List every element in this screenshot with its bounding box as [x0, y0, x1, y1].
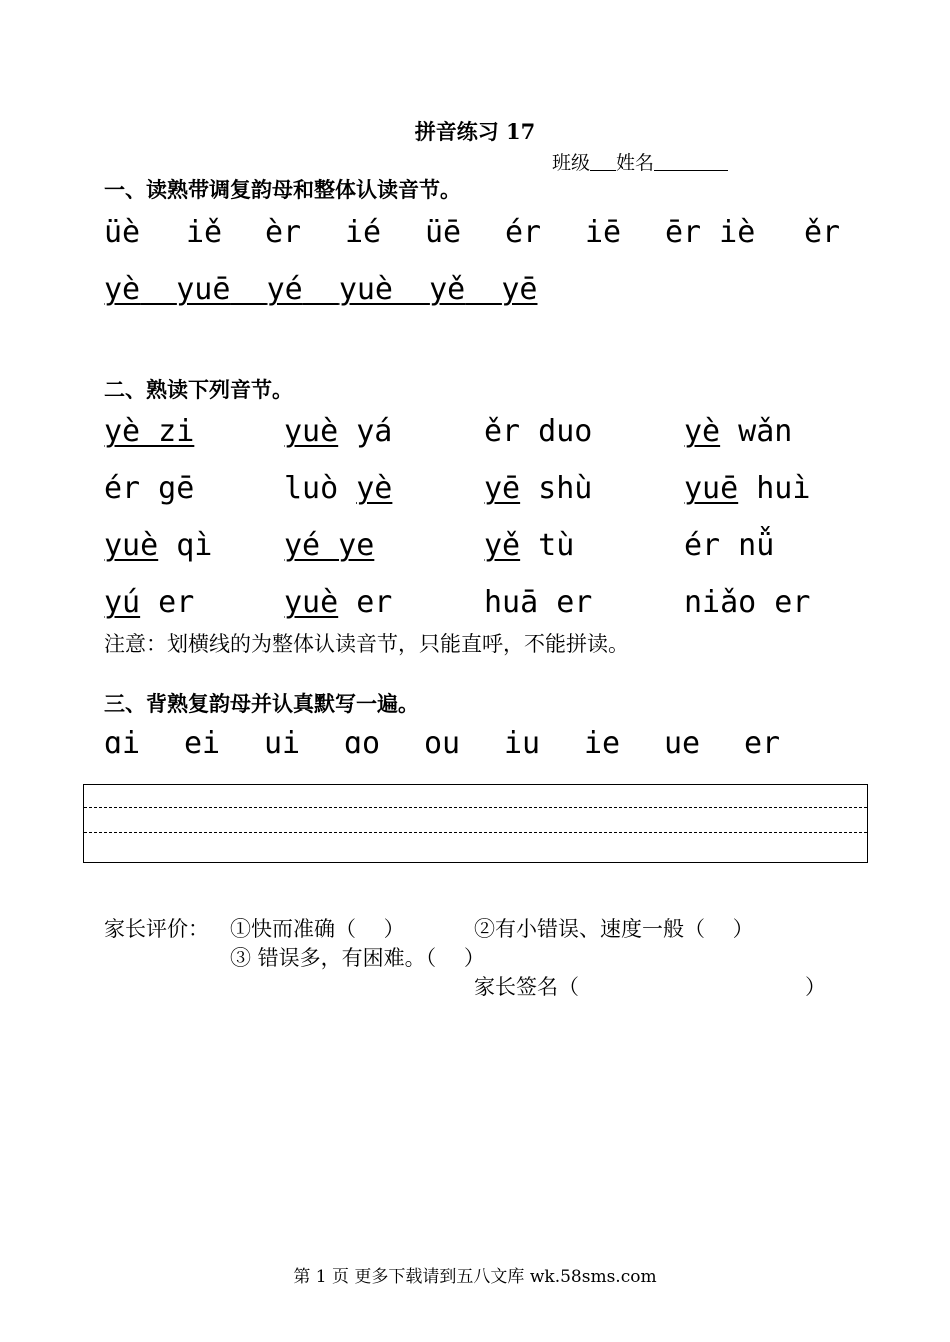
- whole-syllable: yè zi: [104, 414, 195, 449]
- final-item: ɑo: [344, 726, 381, 761]
- dashed-guide-line: [84, 832, 867, 833]
- section1-row1-item: ěr: [804, 215, 841, 250]
- plain-syllable: niǎo er: [684, 585, 811, 620]
- section1-row1-item: iē: [585, 215, 622, 250]
- final-item: ui: [264, 726, 301, 761]
- plain-syllable: qì: [158, 528, 213, 563]
- syllable-cell: [284, 414, 392, 450]
- section1-row1-item: ié: [345, 215, 382, 250]
- section1-row1-item: èr: [265, 215, 302, 250]
- page-footer: 第 1 页 更多下载请到五八文库 wk.58sms.com: [293, 1267, 657, 1287]
- dashed-guide-line: [84, 807, 867, 808]
- whole-syllable: yú: [104, 585, 141, 620]
- whole-syllable: yuè: [284, 585, 339, 620]
- whole-syllable: yè: [356, 471, 393, 506]
- syllable-cell: [684, 471, 810, 507]
- plain-syllable: ér gē: [104, 471, 195, 506]
- syllable-cell: [684, 414, 792, 450]
- plain-syllable: er: [140, 585, 195, 620]
- syllable-cell: [484, 471, 592, 507]
- section1-row1-item: üè: [104, 215, 141, 250]
- whole-syllable: yè: [684, 414, 721, 449]
- parent-signature-close: ）: [805, 975, 826, 999]
- parent-signature-label: 家长签名（: [474, 975, 579, 999]
- parent-eval-option-1: ①快而准确（ ）: [230, 917, 405, 941]
- section3-heading: 三、背熟复韵母并认真默写一遍。: [104, 691, 419, 716]
- plain-syllable: shù: [520, 471, 593, 506]
- section1-row2-item: yè: [104, 272, 141, 307]
- whole-syllable: yuē: [684, 471, 739, 506]
- syllable-cell: [684, 585, 810, 621]
- name-label: 姓名: [616, 152, 655, 174]
- whole-syllable: yuè: [104, 528, 159, 563]
- final-item: iu: [504, 726, 541, 761]
- parent-eval-option-2: ②有小错误、速度一般（ ）: [474, 917, 754, 941]
- whole-syllable: yē: [484, 471, 521, 506]
- section1-row1-item: ēr iè: [665, 215, 756, 250]
- writing-box[interactable]: [83, 784, 868, 863]
- final-item: ou: [424, 726, 461, 761]
- section1-row2-item: yuē: [176, 272, 231, 307]
- final-item: ie: [584, 726, 621, 761]
- section1-row2-line: [104, 272, 538, 308]
- syllable-cell: [104, 414, 194, 450]
- section1-row1-item: üē: [425, 215, 462, 250]
- plain-syllable: luò: [284, 471, 357, 506]
- note-text: 注意：划横线的为整体认读音节，只能直呼，不能拼读。: [104, 632, 629, 656]
- final-item: er: [744, 726, 781, 761]
- syllable-cell: [484, 414, 592, 450]
- syllable-cell: [284, 585, 392, 621]
- section1-row2-item: yě: [429, 272, 466, 307]
- section1-row2-item: yē: [501, 272, 538, 307]
- plain-syllable: wǎn: [720, 414, 793, 449]
- class-blank: [590, 152, 616, 171]
- plain-syllable: huā er: [484, 585, 593, 620]
- plain-syllable: tù: [520, 528, 575, 563]
- plain-syllable: huì: [738, 471, 811, 506]
- syllable-cell: [484, 585, 592, 621]
- syllable-cell: [484, 528, 574, 564]
- syllable-cell: [104, 585, 194, 621]
- whole-syllable: yuè: [284, 414, 339, 449]
- plain-syllable: ěr duo: [484, 414, 593, 449]
- page-title: 拼音练习 17: [414, 119, 536, 144]
- syllable-cell: [684, 528, 774, 564]
- syllable-cell: [284, 528, 374, 564]
- syllable-cell: [284, 471, 392, 507]
- section1-row1-item: ér: [505, 215, 542, 250]
- section1-row1-item: iě: [186, 215, 223, 250]
- section1-row2-item: yé: [266, 272, 303, 307]
- plain-syllable: yá: [338, 414, 393, 449]
- section2-heading: 二、熟读下列音节。: [104, 377, 293, 402]
- plain-syllable: ér nǚ: [684, 528, 775, 563]
- final-item: ei: [184, 726, 221, 761]
- syllable-cell: [104, 471, 194, 507]
- final-item: ue: [664, 726, 701, 761]
- parent-eval-label: 家长评价：: [104, 917, 209, 941]
- syllable-cell: [104, 528, 212, 564]
- name-blank: [654, 152, 728, 171]
- parent-eval-option-3: ③ 错误多，有困难。（ ）: [230, 946, 485, 970]
- section1-row2-item: yuè: [338, 272, 393, 307]
- whole-syllable: yě: [484, 528, 521, 563]
- class-label: 班级: [552, 152, 591, 174]
- plain-syllable: er: [338, 585, 393, 620]
- whole-syllable: yé ye: [284, 528, 375, 563]
- class-name-line: [552, 148, 728, 175]
- final-item: ɑi: [104, 726, 141, 761]
- section1-heading: 一、读熟带调复韵母和整体认读音节。: [104, 177, 461, 202]
